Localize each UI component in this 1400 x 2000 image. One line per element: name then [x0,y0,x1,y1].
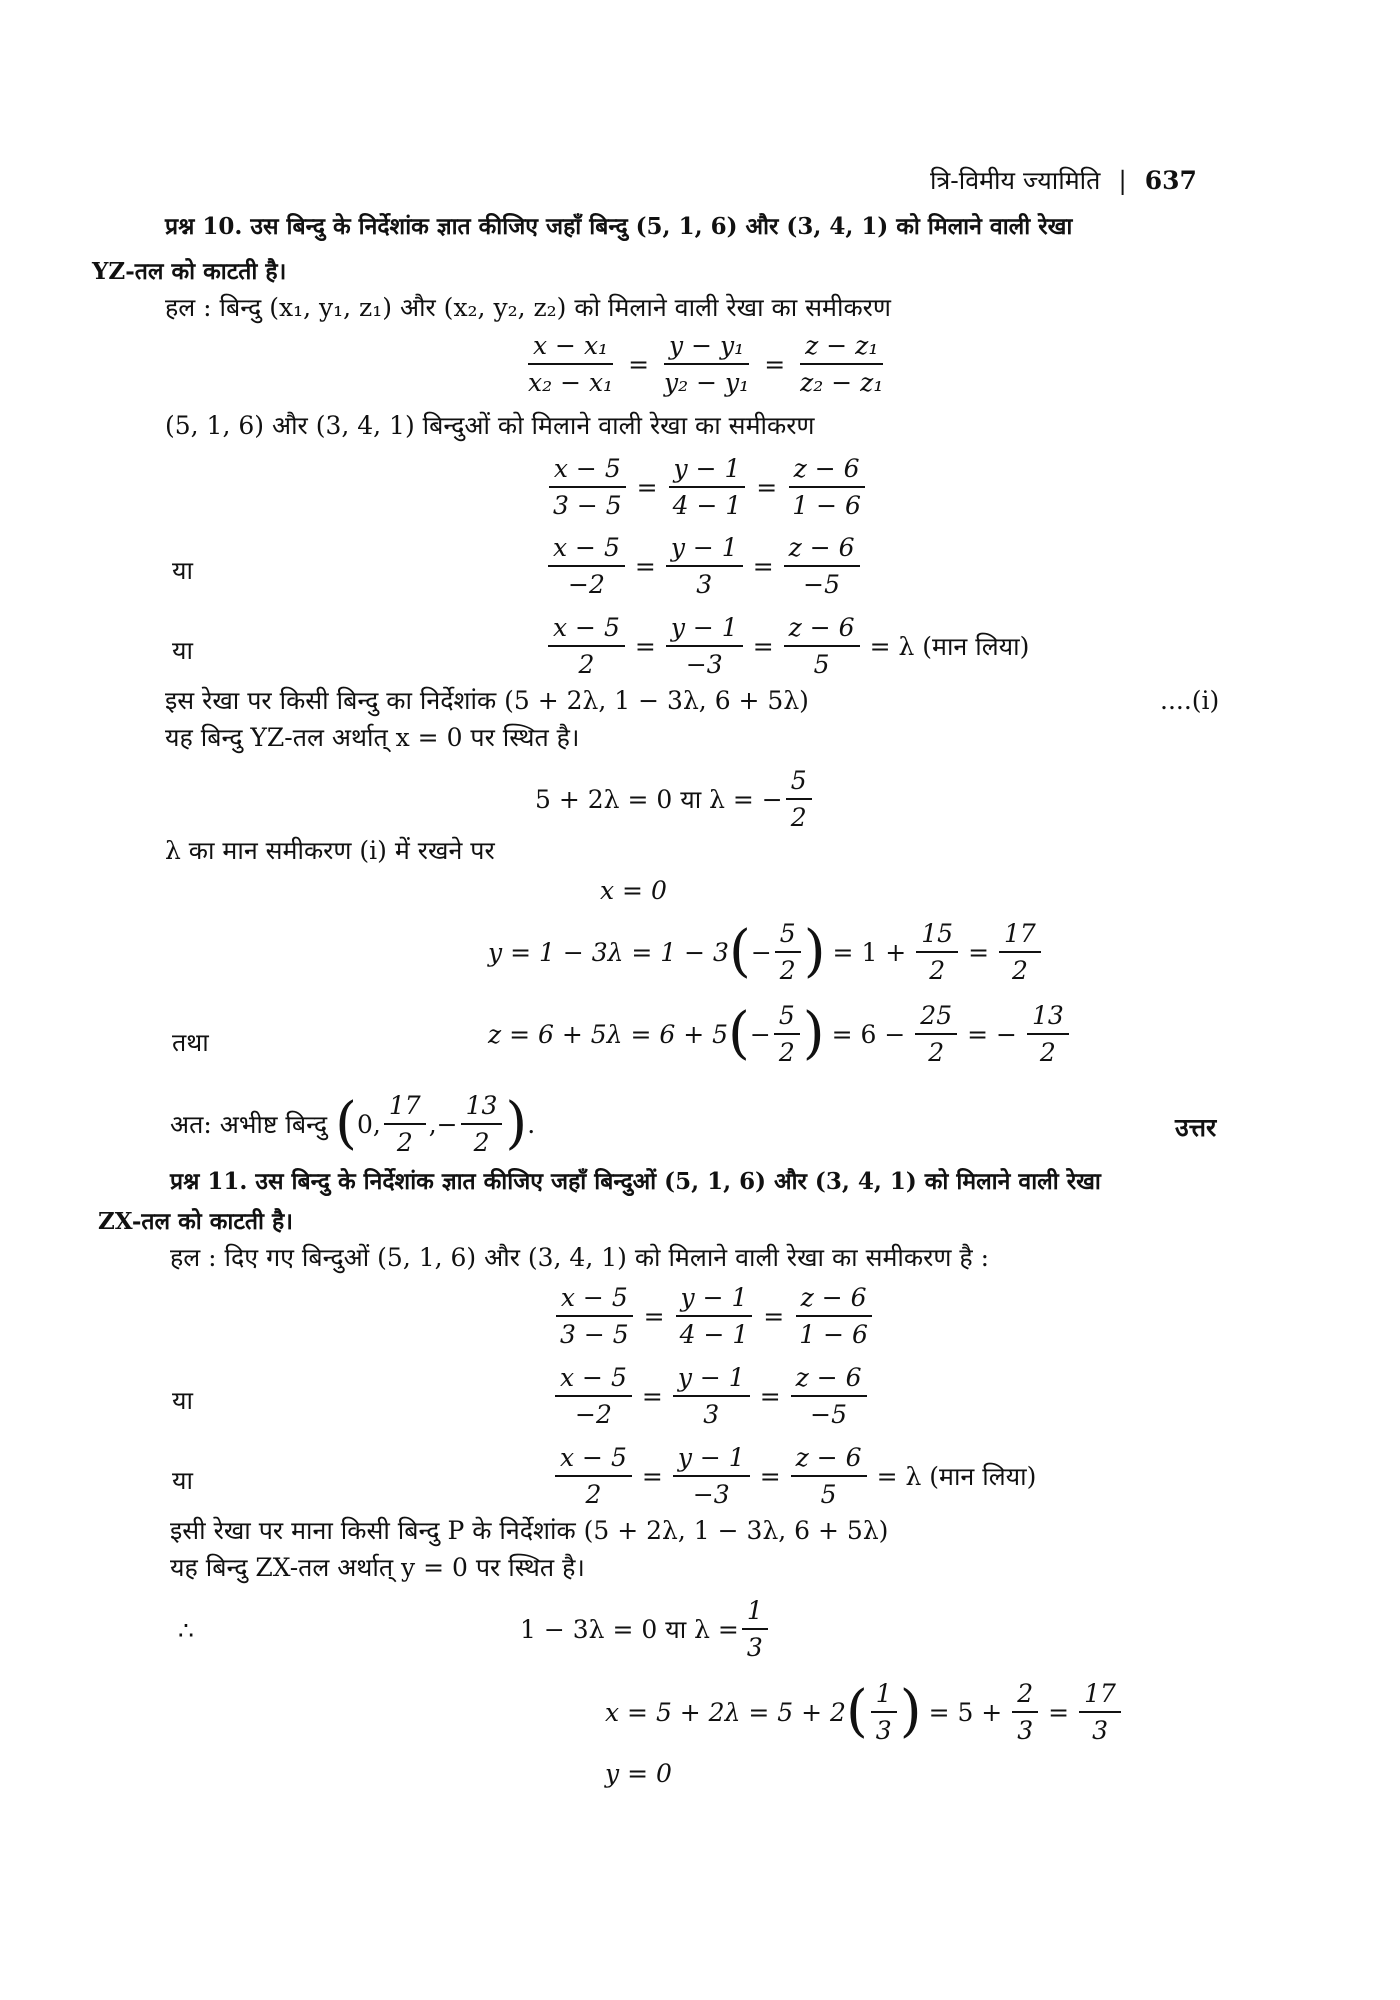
q10-solution-intro: हल : बिन्दु (x₁, y₁, z₁) और (x₂, y₂, z₂) को मिलाने वाली रेखा का समीकरण [165,293,891,322]
running-header [930,165,1197,196]
q11-therefore: ∴ [178,1616,194,1645]
q10-equation-ref: ....(i) [1160,686,1220,715]
q11-lambda-equation: 1 − 3λ = 0 या λ = $\frac{1}{3}$ [520,1595,771,1664]
q10-line-intro: (5, 1, 6) और (3, 4, 1) बिन्दुओं को मिलाने वाली रेखा का समीकरण [165,411,815,440]
q10-or-2: या [172,636,193,665]
q10-x-value: x = 0 [600,876,667,905]
q10-equation-1: $\frac{x - 5}{3 - 5}$ = $\frac{y - 1}{4 - 1}$ = $\frac{z - 6}{1 - 6}$ [545,453,869,522]
q11-x-value: x = 5 + 2λ = 5 + 2 ( $\frac{1}{3}$ ) = 5 + $\frac{2}{3}$ = $\frac{17}{3}$ [605,1678,1124,1747]
q11-question-line2: ZX-तल को काटती है। [98,1208,293,1235]
header-separator: | [1118,166,1127,195]
q11-question-line1: प्रश्न 11. उस बिन्दु के निर्देशांक ज्ञात कीजिए जहाँ बिन्दुओं (5, 1, 6) और (3, 4, 1) को मिलाने वाली रेखा [170,1168,1101,1195]
q10-also: तथा [172,1028,209,1057]
q11-equation-3: $\frac{x - 5}{2}$ = $\frac{y - 1}{-3}$ = $\frac{z - 6}{5}$ = λ (मान लिया) [552,1442,1043,1511]
q10-substitute-line: λ का मान समीकरण (i) में रखने पर [165,836,495,865]
q11-or-1: या [172,1386,193,1415]
q11-y-value: y = 0 [605,1759,672,1788]
q11-plane-line: यह बिन्दु ZX-तल अर्थात् y = 0 पर स्थित है। [170,1553,585,1582]
page-number: 637 [1144,166,1197,195]
q10-question-line1: प्रश्न 10. उस बिन्दु के निर्देशांक ज्ञात कीजिए जहाँ बिन्दु (5, 1, 6) और (3, 4, 1) को मिलाने वाली रेखा [165,213,1073,240]
q10-lambda-equation: 5 + 2λ = 0 या λ = − $\frac{5}{2}$ [535,765,815,834]
q10-or-1: या [172,556,193,585]
q10-question-line2: YZ-तल को काटती है। [92,258,287,285]
q10-point-line: इस रेखा पर किसी बिन्दु का निर्देशांक (5 + 2λ, 1 − 3λ, 6 + 5λ) [165,686,809,715]
q10-result: अत: अभीष्ट बिन्दु ( 0, $\frac{17}{2}$ ,− $\frac{13}{2}$ ) . [170,1091,536,1158]
q10-answer-label: उत्तर [1175,1113,1217,1142]
q10-equation-3: $\frac{x - 5}{2}$ = $\frac{y - 1}{-3}$ = $\frac{z - 6}{5}$ = λ (मान लिया) [545,612,1036,681]
chapter-title: त्रि-विमीय ज्यामिति [930,166,1101,195]
q11-or-2: या [172,1466,193,1495]
q11-point-line: इसी रेखा पर माना किसी बिन्दु P के निर्देशांक (5 + 2λ, 1 − 3λ, 6 + 5λ) [170,1516,889,1545]
q10-y-value: y = 1 − 3λ = 1 − 3 ( − $\frac{5}{2}$ ) = 1 + $\frac{15}{2}$ = $\frac{17}{2}$ [488,918,1044,987]
q10-z-value: z = 6 + 5λ = 6 + 5 ( − $\frac{5}{2}$ ) = 6 − $\frac{25}{2}$ = − $\frac{13}{2}$ [488,1000,1072,1069]
q11-equation-2: $\frac{x - 5}{-2}$ = $\frac{y - 1}{3}$ = $\frac{z - 6}{-5}$ [552,1362,870,1431]
q10-general-equation: $\frac{\text{x − x₁}}{\text{x₂ − x₁}}$ = $\frac{\text{y − y₁}}{\text{y₂ − y₁}}$ = $\frac{\text{z − z₁}}{\text{z₂ − z₁}}$ [528,331,884,398]
q11-solution-intro: हल : दिए गए बिन्दुओं (5, 1, 6) और (3, 4, 1) को मिलाने वाली रेखा का समीकरण है : [170,1243,989,1272]
q10-plane-line: यह बिन्दु YZ-तल अर्थात् x = 0 पर स्थित है। [165,723,580,752]
q11-equation-1: $\frac{x - 5}{3 - 5}$ = $\frac{y - 1}{4 - 1}$ = $\frac{z - 6}{1 - 6}$ [552,1282,876,1351]
q10-equation-2: $\frac{x - 5}{-2}$ = $\frac{y - 1}{3}$ = $\frac{z - 6}{-5}$ [545,532,863,601]
